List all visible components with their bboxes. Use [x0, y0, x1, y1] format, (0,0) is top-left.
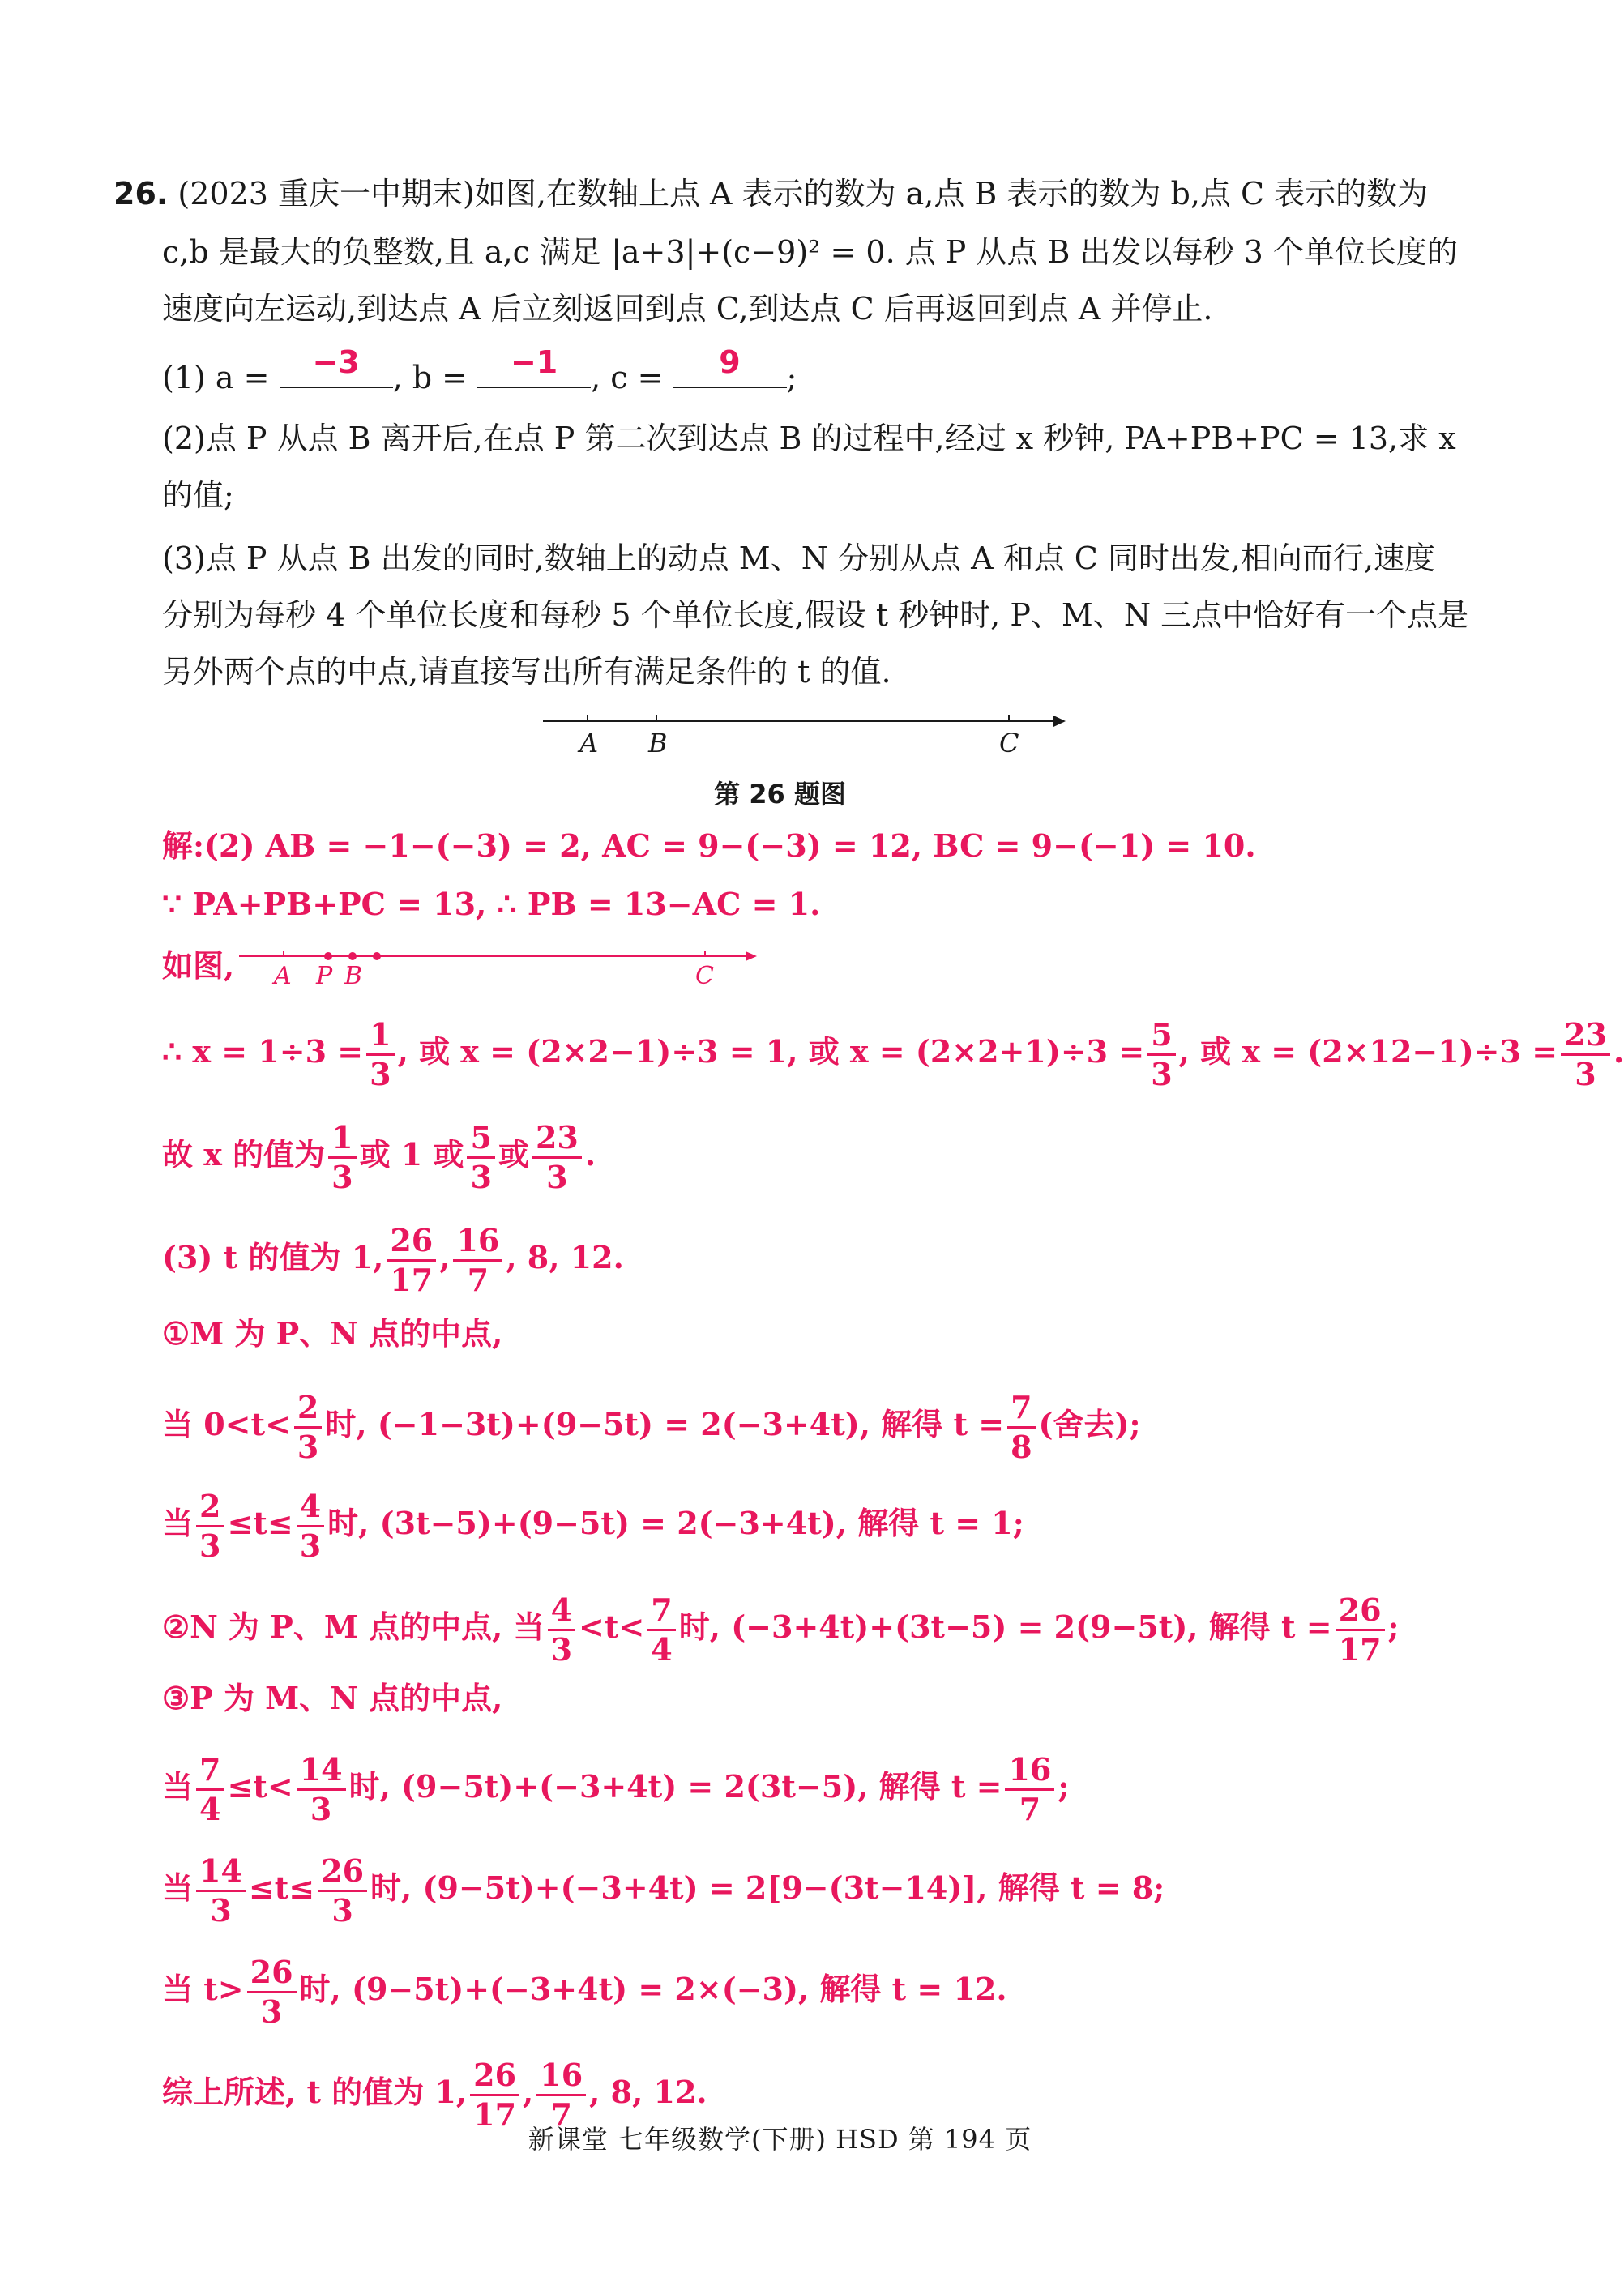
fraction [1561, 1016, 1610, 1092]
numerator: 1 [366, 1019, 394, 1056]
s4-a: ∴ x = 1÷3 = [162, 1033, 364, 1070]
answer-blank-c [673, 344, 787, 388]
s9-c: 时, (3t−5)+(9−5t) = 2(−3+4t), 解得 t = 1; [327, 1505, 1024, 1541]
s15-b: , [523, 2074, 534, 2110]
page-footer: 新课堂 七年级数学(下册) HSD 第 194 页 [528, 2124, 1032, 2155]
denominator: 3 [331, 1892, 353, 1929]
numerator: 26 [387, 1225, 436, 1262]
numerator: 5 [1147, 1019, 1175, 1056]
fraction [196, 1488, 224, 1564]
solution-line-12 [162, 1751, 1070, 1827]
denominator: 3 [331, 1159, 353, 1195]
denominator: 3 [210, 1892, 232, 1929]
fraction [1007, 1389, 1035, 1465]
s13-b: ≤t≤ [248, 1869, 315, 1906]
solution-line-13 [162, 1852, 1165, 1929]
s8-a: 当 0<t< [162, 1406, 291, 1442]
s6-b: , [439, 1239, 451, 1275]
denominator: 3 [1151, 1056, 1173, 1092]
s13-c: 时, (9−5t)+(−3+4t) = 2[9−(3t−14)], 解得 t = 8; [370, 1869, 1165, 1906]
numerator: 16 [1005, 1754, 1054, 1791]
numerator: 23 [1561, 1019, 1610, 1056]
s12-c: 时, (9−5t)+(−3+4t) = 2(3t−5), 解得 t = [348, 1768, 1002, 1805]
denominator: 3 [1575, 1056, 1596, 1092]
numerator: 5 [467, 1122, 494, 1159]
solution-line-3 [162, 946, 234, 985]
fraction [467, 1119, 494, 1195]
denominator: 3 [299, 1527, 322, 1564]
s9-a: 当 [162, 1505, 194, 1541]
s14-a: 当 t> [162, 1971, 244, 2007]
denominator: 4 [651, 1631, 673, 1668]
s5-b: 或 1 或 [359, 1136, 464, 1173]
numerator: 4 [548, 1595, 575, 1631]
fraction [1005, 1751, 1054, 1827]
problem-line-1 [113, 174, 1428, 213]
number-line-arrow [1053, 716, 1066, 727]
s4-d: . [1613, 1033, 1624, 1070]
part2-line-1: (2)点 P 从点 B 离开后,在点 P 第二次到达点 B 的过程中,经过 x 秒钟, PA+PB+PC = 13,求 x [162, 421, 1456, 456]
answer-blank-b [477, 344, 591, 388]
solution-figure-prefix: 如图, [162, 947, 235, 984]
part3-line-2: 分别为每秒 4 个单位长度和每秒 5 个单位长度,假设 t 秒钟时, P、M、N 三点中恰好有一个点是 [162, 597, 1469, 633]
part1-a-label: (1) a = [162, 360, 270, 395]
solution-line-5 [162, 1119, 596, 1195]
denominator: 17 [1338, 1631, 1382, 1668]
number-line-figure [535, 705, 1070, 770]
fraction [647, 1591, 675, 1668]
solution-label-a: A [274, 962, 292, 990]
solution-arrow [746, 951, 757, 961]
label-a: A [579, 728, 599, 758]
s8-b: 时, (−1−3t)+(9−5t) = 2(−3+4t), 解得 t = [325, 1406, 1005, 1442]
part3-line-1: (3)点 P 从点 B 出发的同时,数轴上的动点 M、N 分别从点 A 和点 C 同时出发,相向而行,速度 [162, 540, 1436, 576]
s10-c: 时, (−3+4t)+(3t−5) = 2(9−5t), 解得 t = [678, 1608, 1332, 1645]
numerator: 23 [532, 1122, 582, 1159]
fraction [318, 1852, 367, 1929]
fraction [328, 1119, 356, 1195]
s4-c: , 或 x = (2×12−1)÷3 = [1178, 1033, 1558, 1070]
fraction [1336, 1591, 1385, 1668]
solution-point-extra [373, 952, 381, 960]
numerator: 16 [536, 2060, 586, 2096]
denominator: 3 [546, 1159, 568, 1195]
problem-source: (2023 重庆一中期末) [177, 176, 475, 211]
fraction [297, 1488, 324, 1564]
s6-a: (3) t 的值为 1, [162, 1239, 384, 1275]
problem-line-2: c,b 是最大的负整数,且 a,c 满足 |a+3|+(c−9)² = 0. 点 P 从点 B 出发以每秒 3 个单位长度的 [162, 234, 1458, 270]
denominator: 7 [1019, 1791, 1041, 1827]
numerator: 26 [247, 1957, 297, 1993]
s6-c: , 8, 12. [506, 1239, 624, 1275]
label-b: B [648, 728, 668, 758]
s5-a: 故 x 的值为 [162, 1136, 326, 1173]
problem-text-1: 如图,在数轴上点 A 表示的数为 a,点 B 表示的数为 b,点 C 表示的数为 [474, 176, 1429, 211]
numerator: 14 [297, 1754, 346, 1791]
numerator: 16 [453, 1225, 502, 1262]
fraction [247, 1954, 297, 2030]
numerator: 2 [196, 1491, 224, 1527]
fraction [532, 1119, 582, 1195]
s4-b: , 或 x = (2×2−1)÷3 = 1, 或 x = (2×2+1)÷3 = [397, 1033, 1145, 1070]
problem-number: 26. [113, 176, 169, 211]
denominator: 7 [467, 1262, 489, 1298]
part1-c-label: , c = [591, 360, 664, 395]
answer-blank-a [280, 344, 393, 388]
s12-d: ; [1058, 1768, 1070, 1805]
numerator: 2 [294, 1392, 322, 1429]
numerator: 26 [470, 2060, 519, 2096]
denominator: 3 [199, 1527, 221, 1564]
fraction [453, 1222, 502, 1298]
denominator: 8 [1011, 1429, 1032, 1465]
s12-a: 当 [162, 1768, 194, 1805]
solution-line-7: ①M 为 P、N 点的中点, [162, 1315, 503, 1352]
solution-line-10 [162, 1591, 1400, 1668]
answer-a: −3 [312, 344, 360, 380]
denominator: 17 [473, 2096, 517, 2133]
numerator: 26 [1336, 1595, 1385, 1631]
part1-b-label: , b = [392, 360, 468, 395]
solution-line-2: ∵ PA+PB+PC = 13, ∴ PB = 13−AC = 1. [162, 886, 821, 922]
solution-line-8 [162, 1389, 1141, 1465]
solution-line-6 [162, 1222, 624, 1298]
s15-a: 综上所述, t 的值为 1, [162, 2074, 468, 2110]
part1-end: ; [786, 360, 797, 395]
answer-c: 9 [719, 344, 741, 380]
fraction [366, 1016, 394, 1092]
numerator: 7 [1007, 1392, 1035, 1429]
numerator: 7 [196, 1754, 224, 1791]
solution-line-4 [162, 1016, 1624, 1092]
fraction [548, 1591, 575, 1668]
s8-c: (舍去); [1038, 1406, 1141, 1442]
denominator: 3 [470, 1159, 492, 1195]
numerator: 7 [647, 1595, 675, 1631]
answer-b: −1 [510, 344, 558, 380]
denominator: 3 [260, 1993, 283, 2030]
s5-d: . [584, 1136, 596, 1173]
solution-label-b: B [344, 962, 363, 990]
numerator: 4 [297, 1491, 324, 1527]
s15-c: , 8, 12. [589, 2074, 707, 2110]
s10-d: ; [1387, 1608, 1400, 1645]
numerator: 14 [196, 1856, 246, 1892]
fraction [297, 1751, 346, 1827]
s10-b: <t< [579, 1608, 645, 1645]
numerator: 26 [318, 1856, 367, 1892]
denominator: 7 [550, 2096, 572, 2133]
solution-line-11: ③P 为 M、N 点的中点, [162, 1680, 503, 1716]
s10-a: ②N 为 P、M 点的中点, 当 [162, 1608, 545, 1645]
solution-line-9 [162, 1488, 1024, 1564]
label-c: C [999, 728, 1019, 758]
fraction [196, 1751, 224, 1827]
s13-a: 当 [162, 1869, 194, 1906]
fraction [1147, 1016, 1175, 1092]
fraction [196, 1852, 246, 1929]
numerator: 1 [328, 1122, 356, 1159]
denominator: 3 [550, 1631, 573, 1668]
solution-label-c: C [695, 962, 714, 990]
s5-c: 或 [498, 1136, 529, 1173]
fraction [387, 1222, 436, 1298]
solution-number-line [235, 942, 762, 998]
figure-caption: 第 26 题图 [714, 779, 846, 810]
denominator: 17 [390, 1262, 434, 1298]
fraction [294, 1389, 322, 1465]
part3-line-3: 另外两个点的中点,请直接写出所有满足条件的 t 的值. [162, 654, 891, 690]
solution-line-14 [162, 1954, 1007, 2030]
solution-point-p [324, 952, 332, 960]
solution-line-1: 解:(2) AB = −1−(−3) = 2, AC = 9−(−3) = 12, BC = 9−(−1) = 10. [162, 827, 1256, 864]
denominator: 3 [310, 1791, 332, 1827]
denominator: 3 [297, 1429, 319, 1465]
problem-line-3: 速度向左运动,到达点 A 后立刻返回到点 C,到达点 C 后再返回到点 A 并停止. [162, 291, 1213, 327]
s12-b: ≤t< [227, 1768, 293, 1805]
denominator: 4 [199, 1791, 221, 1827]
solution-point-b [348, 952, 357, 960]
s9-b: ≤t≤ [227, 1505, 293, 1541]
solution-label-p: P [316, 962, 333, 990]
s14-b: 时, (9−5t)+(−3+4t) = 2×(−3), 解得 t = 12. [299, 1971, 1007, 2007]
denominator: 3 [370, 1056, 391, 1092]
part1-line [162, 344, 797, 397]
part2-line-2: 的值; [162, 477, 234, 513]
